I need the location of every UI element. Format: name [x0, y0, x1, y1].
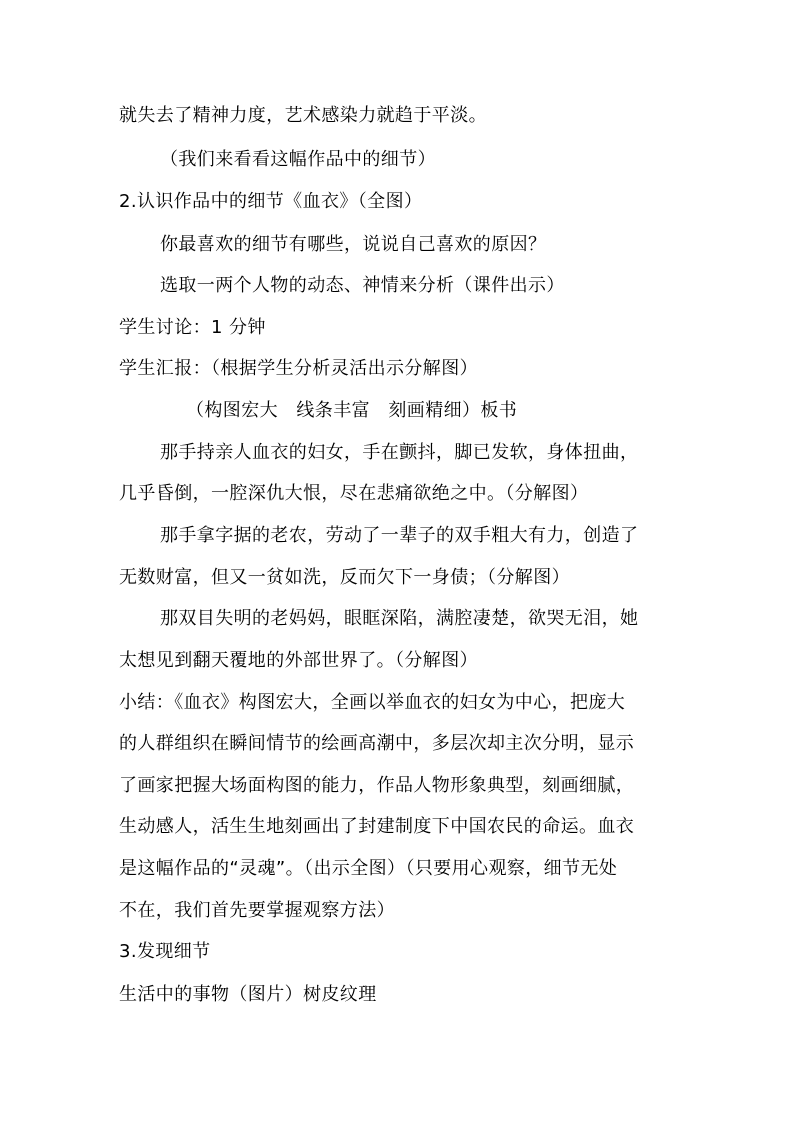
board-note: （构图宏大 线条丰富 刻画精细）板书 [186, 400, 518, 421]
text-line: 生活中的事物（图片）树皮纹理 [119, 984, 377, 1005]
text-line: 学生讨论：1 分钟 [119, 317, 266, 338]
text-line: 就失去了精神力度，艺术感染力就趋于平淡。 [119, 105, 487, 126]
text-line: 那手持亲人血衣的妇女，手在颤抖，脚已发软，身体扭曲， [160, 442, 639, 463]
text-line: 几乎昏倒，一腔深仇大恨，尽在悲痛欲绝之中。（分解图） [119, 483, 589, 504]
text-line: 那手拿字据的老农，劳动了一辈子的双手粗大有力，创造了 [160, 525, 639, 546]
text-line: 选取一两个人物的动态、神情来分析（课件出示） [160, 275, 565, 296]
text-line: 生动感人，活生生地刻画出了封建制度下中国农民的命运。血衣 [119, 816, 635, 837]
section-heading: 3.发现细节 [119, 941, 211, 962]
text-line: 是这幅作品的“灵魂”。（出示全图）（只要用心观察，细节无处 [119, 858, 618, 879]
text-line: （我们来看看这幅作品中的细节） [160, 149, 436, 170]
text-line: 太想见到翻天覆地的外部世界了。（分解图） [119, 650, 478, 671]
text-line: 你最喜欢的细节有哪些，说说自己喜欢的原因？ [160, 234, 547, 255]
text-line: 小结：《血衣》构图宏大，全画以举血衣的妇女为中心，把庞大 [119, 692, 626, 713]
text-line: 不在，我们首先要掌握观察方法） [119, 900, 395, 921]
text-line: 无数财富，但又一贫如洗，反而欠下一身债；（分解图） [119, 567, 570, 588]
text-line: 了画家把握大场面构图的能力，作品人物形象典型，刻画细腻， [119, 775, 635, 796]
section-heading: 2.认识作品中的细节《血衣》（全图） [119, 191, 423, 212]
text-line: 的人群组织在瞬间情节的绘画高潮中，多层次却主次分明，显示 [119, 733, 635, 754]
text-line: 那双目失明的老妈妈，眼眶深陷，满腔凄楚，欲哭无泪，她 [160, 608, 639, 629]
text-line: 学生汇报：（根据学生分析灵活出示分解图） [119, 358, 478, 379]
